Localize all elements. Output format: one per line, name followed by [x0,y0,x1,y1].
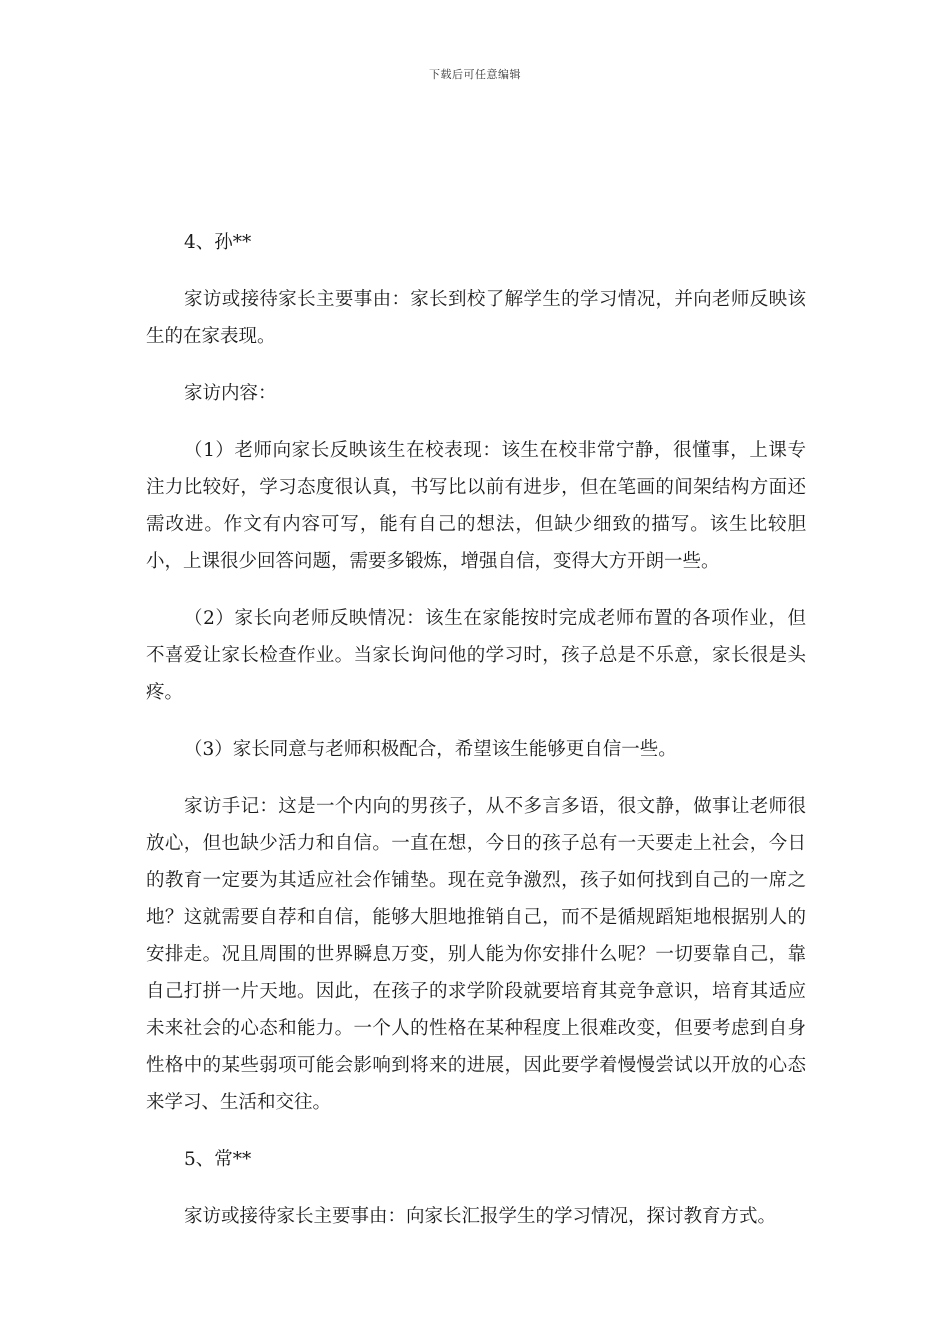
visit-content-item-2: （2）家长向老师反映情况：该生在家能按时完成老师布置的各项作业，但不喜爱让家长检查作业。当家长询问他的学习时，孩子总是不乐意，家长很是头疼。 [146,608,806,703]
visit-reason-paragraph: 家访或接待家长主要事由：家长到校了解学生的学习情况，并向老师反映该生的在家表现。 [146,289,806,347]
section-heading-4: 4、孙** [184,232,252,253]
visit-content-label: 家访内容： [184,383,277,404]
page-header: 下载后可任意编辑 [429,68,521,81]
document-body [146,224,806,1255]
visit-notes-paragraph: 家访手记：这是一个内向的男孩子，从不多言多语，很文静，做事让老师很放心，但也缺少活力和自信。一直在想，今日的孩子总有一天要走上社会，今日的教育一定要为其适应社会作铺垫。现在竞争激烈，孩子如何找到自己的一席之地？这就需要自荐和自信，能够大胆地推销自己，而不是循规蹈矩地根据别人的安排走。况且周围的世界瞬息万变，别人能为你安排什么呢？一切要靠自己，靠自己打拼一片天地。因此，在孩子的求学阶段就要培育其竞争意识，培育其适应未来社会的心态和能力。一个人的性格在某种程度上很难改变，但要考虑到自身性格中的某些弱项可能会影响到将来的进展，因此要学着慢慢尝试以开放的心态来学习、生活和交往。 [146,796,806,1113]
visit-content-item-3: （3）家长同意与老师积极配合，希望该生能够更自信一些。 [184,739,677,760]
visit-content-item-1: （1）老师向家长反映该生在校表现：该生在校非常宁静，很懂事，上课专注力比较好，学习态度很认真，书写比以前有进步，但在笔画的间架结构方面还需改进。作文有内容可写，能有自己的想法，但缺少细致的描写。该生比较胆小，上课很少回答问题，需要多锻炼，增强自信，变得大方开朗一些。 [146,440,806,572]
visit-reason-paragraph-2: 家访或接待家长主要事由：向家长汇报学生的学习情况，探讨教育方式。 [184,1206,777,1227]
section-heading-5: 5、常** [184,1149,252,1170]
